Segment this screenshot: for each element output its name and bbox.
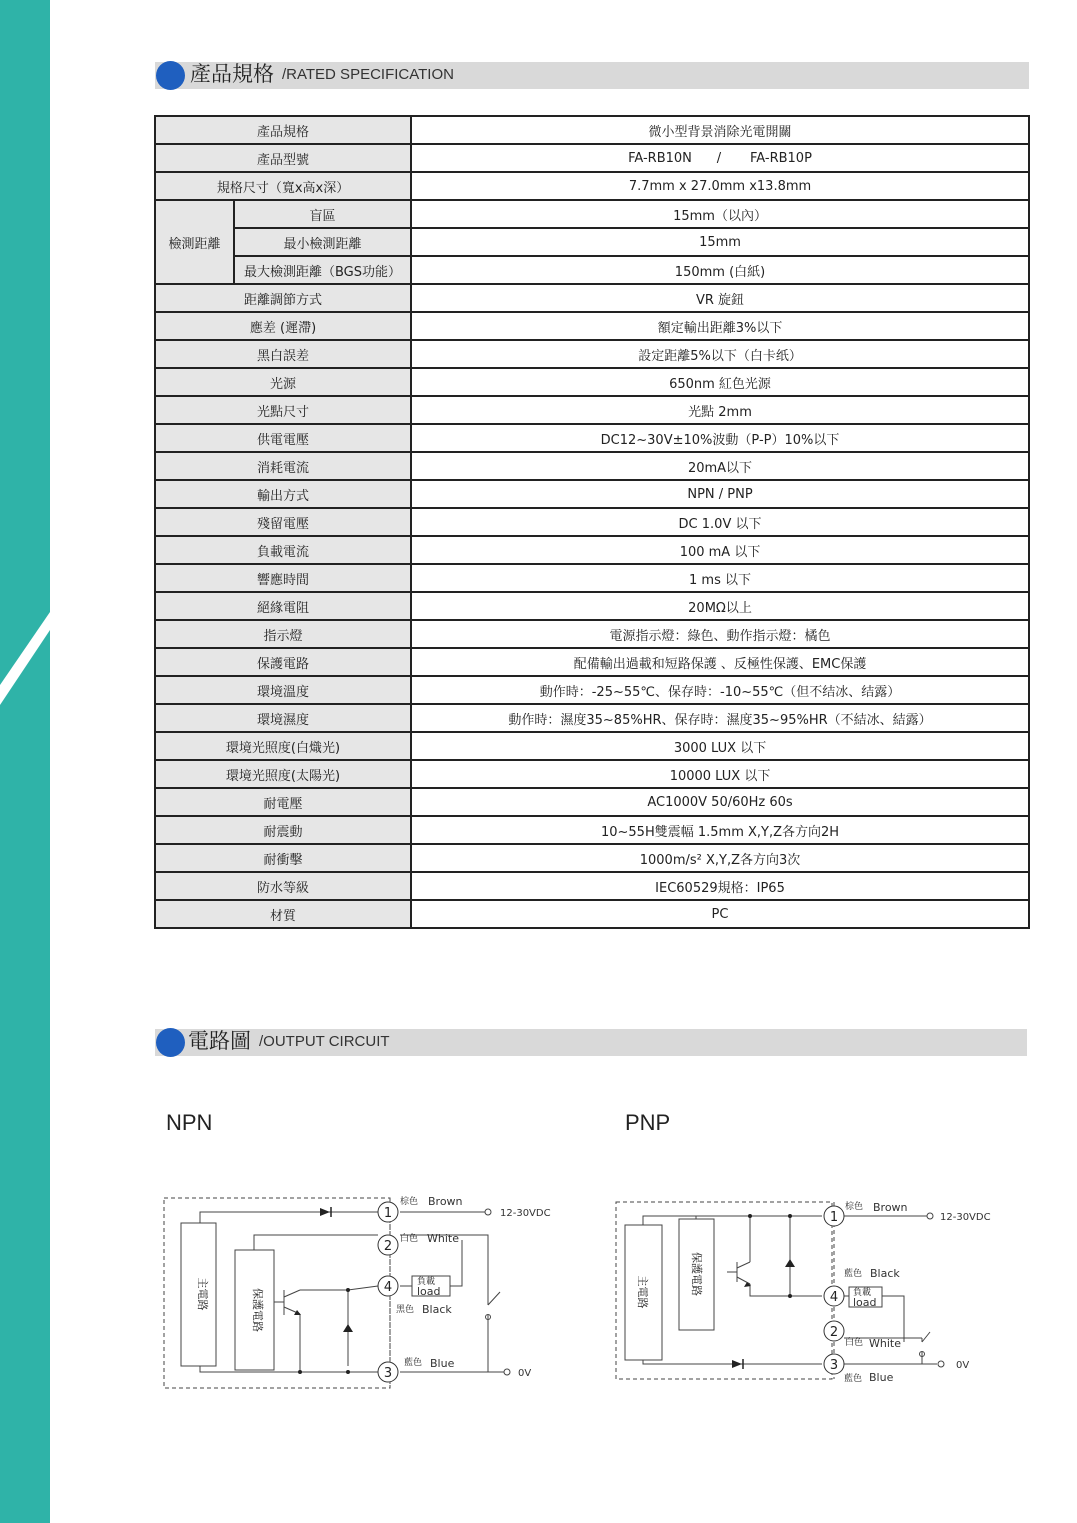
table-row (155, 508, 1029, 536)
spec-label: 消耗電流 (155, 452, 411, 480)
spec-label: 殘留電壓 (155, 508, 411, 536)
spec-value: 20MΩ以上 (411, 592, 1029, 620)
spec-label: 環境光照度(太陽光) (155, 760, 411, 788)
spec-group-label: 檢測距離 (155, 200, 234, 284)
npn-wire-color-zh: 黑色 (396, 1305, 415, 1315)
circuit-section-header (155, 1029, 1027, 1056)
spec-label: 負載電流 (155, 536, 411, 564)
table-row (155, 816, 1029, 844)
spec-label: 光源 (155, 368, 411, 396)
spec-value: 1 ms 以下 (411, 564, 1029, 592)
table-row (155, 872, 1029, 900)
spec-value: 3000 LUX 以下 (411, 732, 1029, 760)
spec-value: 20mA以下 (411, 452, 1029, 480)
npn-load-zh: 負載 (417, 1277, 436, 1287)
spec-value: 7.7mm x 27.0mm x13.8mm (411, 172, 1029, 200)
spec-value: 設定距離5%以下（白卡纸） (411, 340, 1029, 368)
spec-value: VR 旋鈕 (411, 284, 1029, 312)
spec-label: 環境溫度 (155, 676, 411, 704)
spec-value: 電源指示燈：綠色、動作指示燈：橘色 (411, 620, 1029, 648)
spec-label: 保護電路 (155, 648, 411, 676)
pnp-wire-color-zh: 藍色 (844, 1374, 863, 1384)
spec-label: 黑白誤差 (155, 340, 411, 368)
spec-value: 650nm 紅色光源 (411, 368, 1029, 396)
table-row (155, 900, 1029, 928)
pnp-wire-color-en: Brown (873, 1201, 908, 1214)
npn-supply-label: 12-30VDC (500, 1208, 551, 1219)
npn-ground-terminal-icon (504, 1369, 510, 1375)
spec-value: 15mm（以內） (411, 200, 1029, 228)
spec-label: 耐電壓 (155, 788, 411, 816)
table-row (155, 200, 1029, 228)
section-bullet-icon (156, 1028, 185, 1057)
table-row (155, 340, 1029, 368)
pnp-pin-number: 2 (829, 1325, 839, 1340)
table-row (155, 676, 1029, 704)
spec-value: 配備輸出過載和短路保護 、反極性保護、EMC保護 (411, 648, 1029, 676)
npn-wire-color-en: Blue (430, 1357, 455, 1370)
spec-value: NPN / PNP (411, 480, 1029, 508)
table-row (155, 172, 1029, 200)
npn-protect-circuit-label: 保護電路 (251, 1288, 264, 1332)
spec-label: 最大檢測距離（BGS功能） (234, 256, 411, 284)
circuit-title-zh: 電路圖 (188, 1029, 251, 1053)
npn-pin-number: 4 (383, 1280, 393, 1295)
spec-value: 1000m/s² X,Y,Z各方向3次 (411, 844, 1029, 872)
npn-wire-color-zh: 棕色 (400, 1197, 419, 1207)
spec-value: 動作時：濕度35~85%HR、保存時：濕度35~95%HR（不結冰、結露） (411, 704, 1029, 732)
npn-load-en: load (417, 1285, 441, 1298)
npn-ground-label: 0V (518, 1368, 532, 1379)
spec-label: 產品規格 (155, 116, 411, 144)
pnp-pin-number: 3 (829, 1358, 839, 1373)
spec-value: 15mm (411, 228, 1029, 256)
table-row (155, 368, 1029, 396)
table-row (155, 760, 1029, 788)
npn-supply-terminal-icon (485, 1209, 491, 1215)
npn-wire-color-en: Black (422, 1303, 452, 1316)
pnp-wire-color-en: White (869, 1337, 901, 1350)
npn-wire-color-zh: 藍色 (404, 1358, 423, 1368)
spec-value: AC1000V 50/60Hz 60s (411, 788, 1029, 816)
table-row (155, 424, 1029, 452)
table-row (155, 144, 1029, 172)
table-row (155, 648, 1029, 676)
spec-label: 供電電壓 (155, 424, 411, 452)
table-row (155, 396, 1029, 424)
table-row (155, 564, 1029, 592)
spec-label: 盲區 (234, 200, 411, 228)
table-row (155, 844, 1029, 872)
spec-label: 規格尺寸（寬x高x深） (155, 172, 411, 200)
spec-label: 響應時間 (155, 564, 411, 592)
spec-value: IEC60529規格：IP65 (411, 872, 1029, 900)
spec-title-zh: 產品規格 (190, 62, 274, 86)
spec-value: 微小型背景消除光電開關 (411, 116, 1029, 144)
spec-label: 材質 (155, 900, 411, 928)
spec-label: 耐震動 (155, 816, 411, 844)
spec-label: 應差 (遲滯) (155, 312, 411, 340)
spec-title-en: /RATED SPECIFICATION (282, 66, 454, 83)
spec-value: 額定輸出距離3%以下 (411, 312, 1029, 340)
npn-wire-color-en: White (427, 1232, 459, 1245)
spec-label: 防水等級 (155, 872, 411, 900)
pnp-title: PNP (625, 1110, 671, 1135)
side-accent-bar (0, 0, 50, 1523)
pnp-wire-color-zh: 白色 (845, 1338, 864, 1348)
spec-label: 環境濕度 (155, 704, 411, 732)
pnp-diode-icon (732, 1360, 742, 1368)
pnp-zener-icon (785, 1259, 795, 1267)
npn-zener-icon (343, 1324, 353, 1332)
spec-label: 指示燈 (155, 620, 411, 648)
spec-section-header (155, 62, 1029, 89)
spec-value: 10~55H雙震幅 1.5mm X,Y,Z各方向2H (411, 816, 1029, 844)
spec-label: 最小檢測距離 (234, 228, 411, 256)
npn-circuit-diagram (160, 1190, 560, 1400)
spec-label: 產品型號 (155, 144, 411, 172)
pnp-load-en: load (853, 1296, 877, 1309)
spec-label: 輸出方式 (155, 480, 411, 508)
spec-value: 100 mA 以下 (411, 536, 1029, 564)
table-row (155, 732, 1029, 760)
circuit-title-en: /OUTPUT CIRCUIT (259, 1033, 390, 1050)
npn-main-circuit-label: 主電路 (196, 1277, 209, 1311)
table-row (155, 788, 1029, 816)
pnp-wire-color-zh: 棕色 (845, 1202, 864, 1212)
spec-value: FA-RB10N / FA-RB10P (411, 144, 1029, 172)
pnp-wire-color-zh: 藍色 (844, 1269, 863, 1279)
table-row (155, 480, 1029, 508)
spec-value: 光點 2mm (411, 396, 1029, 424)
spec-label: 光點尺寸 (155, 396, 411, 424)
pnp-circuit-diagram (612, 1192, 1022, 1402)
table-row (155, 452, 1029, 480)
pnp-ground-terminal-icon (938, 1361, 944, 1367)
spec-label: 耐衝擊 (155, 844, 411, 872)
pnp-pin-number: 1 (829, 1210, 839, 1225)
table-row (155, 284, 1029, 312)
table-row (155, 116, 1029, 144)
side-bar-notch (0, 600, 52, 710)
spec-value: DC 1.0V 以下 (411, 508, 1029, 536)
spec-label: 距離調節方式 (155, 284, 411, 312)
table-row (155, 256, 1029, 284)
pnp-load-zh: 負載 (853, 1288, 872, 1298)
section-bullet-icon (156, 61, 185, 90)
table-row (155, 620, 1029, 648)
spec-value: DC12~30V±10%波動（P-P）10%以下 (411, 424, 1029, 452)
spec-label: 環境光照度(白熾光) (155, 732, 411, 760)
pnp-ground-label: 0V (956, 1360, 970, 1371)
spec-value: 10000 LUX 以下 (411, 760, 1029, 788)
table-row (155, 704, 1029, 732)
npn-title: NPN (166, 1110, 213, 1135)
pnp-wire-color-en: Black (870, 1267, 900, 1280)
table-row (155, 228, 1029, 256)
spec-value: PC (411, 900, 1029, 928)
npn-pin-number: 3 (383, 1366, 393, 1381)
table-row (155, 592, 1029, 620)
pnp-wire-color-en: Blue (869, 1371, 894, 1384)
npn-wire-color-zh: 白色 (400, 1234, 419, 1244)
npn-diode-icon (320, 1208, 330, 1216)
pnp-pin-number: 4 (829, 1290, 839, 1305)
pnp-main-circuit-label: 主電路 (636, 1275, 649, 1309)
spec-label: 絕緣電阻 (155, 592, 411, 620)
spec-value: 150mm (白紙) (411, 256, 1029, 284)
npn-wire-color-en: Brown (428, 1195, 463, 1208)
spec-table (154, 115, 1030, 929)
pnp-supply-terminal-icon (927, 1213, 933, 1219)
npn-transistor-icon (294, 1310, 301, 1315)
pnp-protect-circuit-label: 保護電路 (690, 1252, 703, 1296)
npn-pin-number: 1 (383, 1206, 393, 1221)
table-row (155, 536, 1029, 564)
npn-pin-number: 2 (383, 1239, 393, 1254)
table-row (155, 312, 1029, 340)
pnp-supply-label: 12-30VDC (940, 1212, 991, 1223)
spec-value: 動作時：-25~55℃、保存時：-10~55℃（但不结冰、结露） (411, 676, 1029, 704)
